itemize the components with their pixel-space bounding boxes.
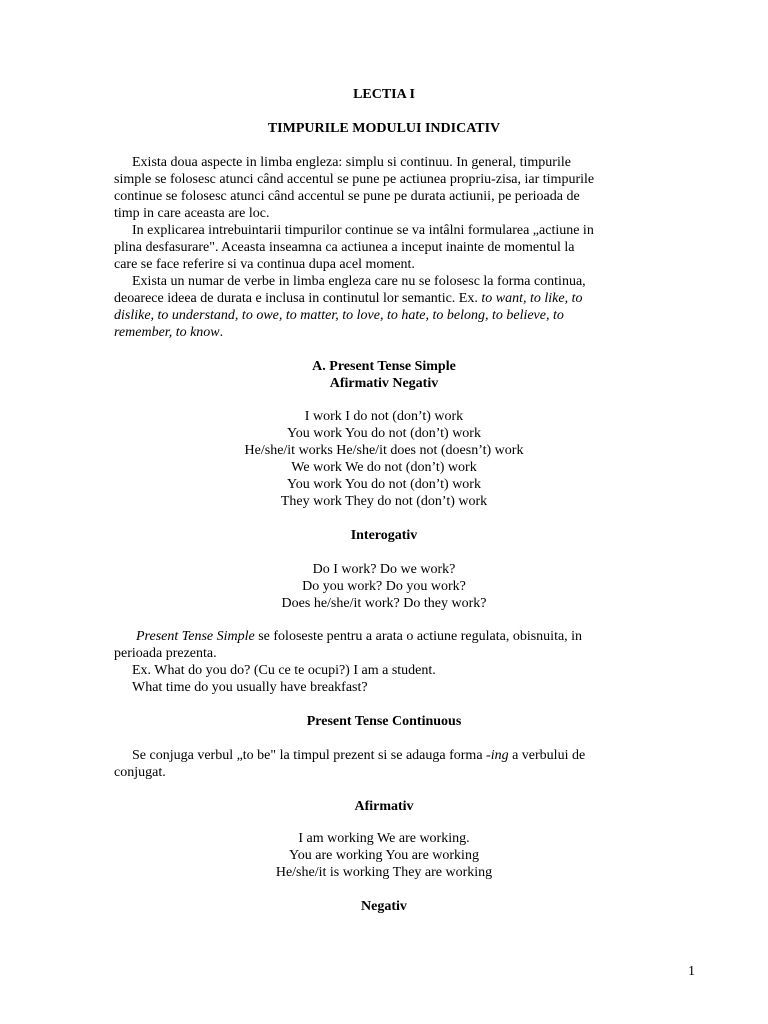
conjugation-line: They work They do not (don’t) work: [280, 494, 488, 509]
continuous-desc-line: conjugat.: [114, 765, 166, 780]
conjugation-line: You work You do not (don’t) work: [287, 477, 481, 492]
intro-p3-line: [114, 290, 582, 307]
section-title: TIMPURILE MODULUI INDICATIV: [267, 121, 501, 136]
affirmative-heading: Afirmativ: [354, 799, 414, 814]
usage-line: [136, 628, 582, 645]
intro-p2-line: plina desfasurare". Aceasta inseamna ca actiunea a inceput inainte de momentul la: [114, 240, 575, 255]
conjugation-line: You work You do not (don’t) work: [287, 426, 481, 441]
intro-p3-verbs: to want, to like, to: [481, 291, 583, 306]
continuous-desc-line: [132, 747, 585, 764]
continuous-line: I am working We are working.: [298, 831, 470, 846]
present-simple-subheading: Afirmativ Negativ: [329, 376, 439, 391]
lesson-title: LECTIA I: [353, 87, 415, 102]
intro-p3-line: [114, 324, 223, 341]
continuous-suffix: ing: [490, 748, 509, 763]
interrogative-line: Does he/she/it work? Do they work?: [281, 596, 487, 611]
present-continuous-heading: Present Tense Continuous: [306, 714, 462, 729]
continuous-desc-text: Se conjuga verbul „to be" la timpul prezent si se adauga forma -: [132, 748, 491, 763]
continuous-desc-text: a verbului de: [508, 748, 586, 763]
intro-p3-line: Exista un numar de verbe in limba engleza care nu se folosesc la forma continua,: [132, 274, 586, 289]
conjugation-line: We work We do not (don’t) work: [291, 460, 477, 475]
intro-p1-line: simple se folosesc atunci când accentul se pune pe actiunea propriu-zisa, iar timpurile: [114, 172, 595, 187]
intro-p2-line: care se face referire si va continua dupa acel moment.: [114, 257, 415, 272]
usage-text: se foloseste pentru a arata o actiune regulata, obisnuita, in: [254, 629, 583, 644]
continuous-line: He/she/it is working They are working: [275, 865, 493, 880]
present-simple-heading: A. Present Tense Simple: [312, 359, 456, 374]
intro-p1-line: continue se folosesc atunci când accentul se pune pe durata actiunii, pe perioada de: [114, 189, 580, 204]
conjugation-line: He/she/it works He/she/it does not (doesn’t) work: [244, 443, 524, 458]
interrogative-line: Do you work? Do you work?: [302, 579, 466, 594]
example-line: Ex. What do you do? (Cu ce te ocupi?) I am a student.: [132, 663, 436, 678]
conjugation-line: I work I do not (don’t) work: [304, 409, 464, 424]
page-number: 1: [688, 964, 695, 979]
intro-p1-line: timp in care aceasta are loc.: [114, 206, 270, 221]
negative-heading: Negativ: [361, 899, 407, 914]
usage-term: Present Tense Simple: [136, 629, 255, 644]
continuous-line: You are working You are working: [289, 848, 479, 863]
usage-line: perioada prezenta.: [114, 646, 217, 661]
intro-p3-verbs: remember, to know: [114, 325, 220, 340]
example-line: What time do you usually have breakfast?: [132, 680, 368, 695]
intro-p2-line: In explicarea intrebuintarii timpurilor continue se va intâlni formularea „actiune in: [132, 223, 594, 238]
intro-p3-period: .: [219, 325, 224, 340]
intro-p1-line: Exista doua aspecte in limba engleza: simplu si continuu. In general, timpurile: [132, 155, 571, 170]
interrogative-line: Do I work? Do we work?: [312, 562, 456, 577]
interrogative-heading: Interogativ: [350, 528, 418, 543]
intro-p3-text: deoarece ideea de durata e inclusa in continutul lor semantic. Ex.: [114, 291, 478, 306]
intro-p3-verbs: dislike, to understand, to owe, to matter, to love, to hate, to belong, to believe, to: [114, 308, 564, 323]
